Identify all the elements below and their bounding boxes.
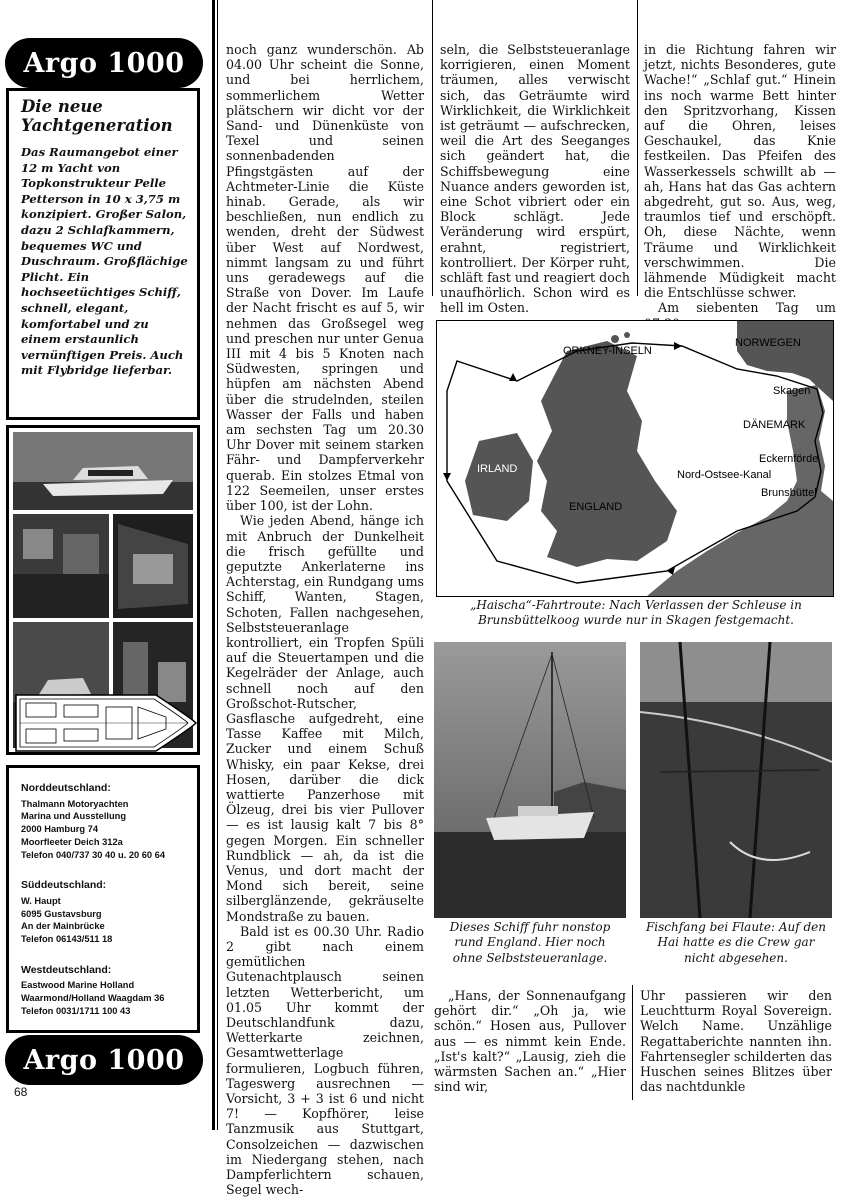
deck-plan-box: [6, 683, 200, 763]
fishing-caption: Fischfang bei Flaute: Auf den Hai hatte es die Crew gar nicht abgesehen.: [645, 920, 827, 965]
map-label-england: ENGLAND: [569, 501, 623, 513]
ad-contacts-box: [6, 765, 200, 1033]
motor-yacht-photo-art: [13, 432, 193, 510]
map-label-irland: IRLAND: [477, 463, 518, 475]
article-column-3-bottom: [640, 988, 832, 1094]
deck-plan-drawing: [6, 683, 200, 763]
argo-logo-top: Argo 1000: [5, 38, 203, 88]
article-paragraph: Bald ist es 00.30 Uhr. Radio 2 gibt nach einem gemütlichen Gutenachtplausch seinen letzten Wetterbericht, um 01.05 Uhr kommt der Deutschlandfunk dazu, Wetterkarte zeichnen, Gesamtwetterlage formulieren, Logbuch führen, Tageswerg ausrechnen — Vorsicht, 3 + 3 ist 6 und nicht 7! — Kopfhörer, leise Tanzmusik aus Stuttgart, Consolzeichen — dazwischen im Niedergang stehen, nach Dampferlichtern schauen, Segel wech-: [226, 923, 424, 1197]
ad-headline: Die neue Yachtgeneration: [21, 97, 173, 135]
cabin-interior-photo: [113, 514, 193, 618]
map-label-brunsbuettel: Brunsbüttel: [761, 487, 817, 499]
map-label-norwegen: NORWEGEN: [735, 337, 801, 349]
fishing-photo-art: [640, 642, 832, 918]
page-gutter-rule-inner: [217, 0, 218, 1130]
fishing-photo: [640, 642, 832, 918]
contact-south: [21, 879, 189, 946]
map-label-daenemark: DÄNEMARK: [743, 419, 806, 431]
map-label-skagen: Skagen: [773, 385, 811, 397]
ad-body-text: Das Raumangebot einer 12 m Yacht von Topkonstrukteur Pelle Petterson in 10 x 3,75 m konzipiert. Großer Salon, dazu 2 Schlafkammern, bequemes WC und Duschraum. Großflächige Plicht. Ein hochseetüchtiges Schiff, schnell, elegant, komfortabel und zu einem erstaunlich vernünftigen Preis. Auch mit Flybridge lieferbar.: [21, 145, 188, 378]
contact-line: Moorfleeter Deich 312a: [21, 836, 123, 847]
contact-line: 2000 Hamburg 74: [21, 824, 98, 835]
contact-line: 6095 Gustavsburg: [21, 908, 102, 919]
contact-line: Telefon 040/737 30 40 u. 20 60 64: [21, 849, 166, 860]
contact-line: Telefon 06143/511 18: [21, 934, 113, 945]
article-column-1: [226, 42, 424, 1197]
contact-line: Waarmond/Holland Waagdam 36: [21, 993, 165, 1004]
article-paragraph: in die Richtung fahren wir jetzt, nichts Besonderes, gute Wache!“ „Schlaf gut.“ Hinein ins noch warme Bett hinter den Spritzvorhang, Kissen auf die Ohren, leises Geschaukel, das Knie festkeilen. Das Pfeifen des Wasserkessels schwillt ab — ah, Hans hat das Gas achtern abgedreht, gut so. Aus, weg, traumlos tief und erschöpft. Oh, diese Nächte, wenn Träume und Wirklichkeit verschwimmen. Die lähmende Müdigkeit macht die Entschlüsse schwer.: [644, 42, 836, 301]
contact-line: An der Mainbrücke: [21, 921, 105, 932]
cabin-interior-photo-art: [113, 514, 193, 618]
map-label-kanal: Nord-Ostsee-Kanal: [677, 469, 772, 481]
sailboat-photo-art: [434, 642, 626, 918]
article-column-2: [440, 42, 630, 316]
article-column-2-bottom: [434, 988, 626, 1094]
contact-line: Eastwood Marine Holland: [21, 980, 135, 991]
map-label-orkney: ORKNEY-INSELN: [563, 345, 652, 357]
article-paragraph: seln, die Selbststeueranlage korrigieren, einen Moment träumen, alles verwischt sich, das Geträumte wird Wirklichkeit, die Wirklichkeit ist geträumt — aufschrecken, weil die Art des Seeganges sich geändert hat, die Schiffsbewegung eine Nuance anders geworden ist, eine Schot vibriert oder ein Block schlägt. Jede Veränderung wird erspürt, erahnt, registriert, kontrolliert. Der Körper ruht, schläft fast und reagiert doch unaufhörlich. Schon wird es hell im Osten.: [440, 42, 630, 316]
map-caption: „Haischa“-Fahrtroute: Nach Verlassen der Schleuse in Brunsbüttelkoog wurde nur in Skagen festgemacht.: [470, 598, 802, 628]
page-gutter-rule: [212, 0, 215, 1130]
article-column-3: [644, 42, 836, 331]
contact-region: Norddeutschland:: [21, 782, 111, 794]
contact-north: [21, 782, 189, 861]
column-rule: [632, 985, 633, 1100]
page-number: 68: [14, 1085, 28, 1099]
article-paragraph: Wie jeden Abend, hänge ich mit Anbruch der Dunkelheit die frisch gefüllte und geputzte Ankerlaterne ins Achterstag, ein Rundgang ums Schiff, Wanten, Stagen, Schoten, Fallen nachgesehen, Selbststeueranlage kontrolliert, ein Tropfen Spüli auf die Steuertampen und die Kegelräder der Anlage, auch schnell noch auf den Großschot-Rutscher, Gasflasche aufgedreht, eine Tasse Kaffee mit Milch, Zucker und einem Schuß Whisky, ein paar Kekse, drei Hosen, darüber die dick wattierte Panzerhose mit Ölzeug, drei bis vier Pullover — es ist lausig kalt 7 bis 8° gegen Morgen. Ein schneller Rundblick — ah, da ist die Venus, und dort macht der Mond sich bereit, seine silberglänzende, gekräuselte Mondstraße zu bauen.: [226, 513, 424, 924]
article-paragraph: Am siebenten Tag um: [658, 300, 836, 316]
article-paragraph: Uhr passieren wir den Leuchtturm Royal Sovereign. Welch Name. Unzählige Regattaberichte nannten ihn. Fahrtensegler schilderten das Huschen seines Blitzes über das nachtdunkle: [640, 988, 832, 1095]
article-paragraph: „Hans, der Sonnenaufgang gehört dir.“ „Oh ja, wie schön.“ Hosen aus, Pullover aus — es nimmt kein Ende. „Ist's kalt?“ „Lausig, zieh die wärmsten Sachen an.“ „Hier sind wir,: [434, 988, 626, 1095]
contact-west: [21, 964, 189, 1018]
argo-logo-bottom: Argo 1000: [5, 1035, 203, 1085]
sailboat-caption: Dieses Schiff fuhr nonstop rund England. Hier noch ohne Selbststeueranlage.: [449, 920, 611, 965]
motor-yacht-photo: [13, 432, 193, 510]
map-label-eckernfoerde: Eckernförde: [759, 453, 819, 465]
salon-interior-photo: [13, 514, 109, 618]
contact-line: Marina und Ausstellung: [21, 811, 127, 822]
sailboat-photo: [434, 642, 626, 918]
salon-interior-photo-art: [13, 514, 109, 618]
route-map: [436, 320, 834, 597]
contact-region: Westdeutschland:: [21, 963, 112, 976]
contact-line: Telefon 0031/1711 100 43: [21, 1005, 131, 1016]
column-rule: [432, 0, 433, 296]
contact-region: Süddeutschland:: [21, 879, 107, 892]
contact-line: Thalmann Motoryachten: [21, 798, 129, 809]
column-rule: [637, 0, 638, 296]
ad-text-box: [6, 88, 200, 420]
contact-line: W. Haupt: [21, 895, 61, 906]
article-paragraph: noch ganz wunderschön. Ab 04.00 Uhr scheint die Sonne, und bei herrlichem, sommerlichem Wetter plätschern wir dicht vor der Sand- und Dünenküste von Texel und seinen sonnenbadenden Pfingstgästen auf der Achtmeter-Linie die Küste hinab. Gerade, als wir beschließen, nun endlich zu wenden, dreht der Südwest über West auf Nordwest, nimmt langsam zu und führt uns geradewegs auf die Straße von Dover. Im Laufe der Nacht frischt es auf 5, wir nehmen das Großsegel weg und preschen nur unter Genua III mit 4 bis 5 Knoten nach Südwesten, springen und hüpfen am nächsten Abend über die strudelnden, steilen Wasser der Falls und haben am sechsten Tag um 20.30 Uhr Dover mit seinem starken Fähr- und Dampferverkehr querab. Ein stolzes Etmal von 122 Seemeilen, unser erstes über 100, ist der Lohn.: [226, 42, 424, 514]
